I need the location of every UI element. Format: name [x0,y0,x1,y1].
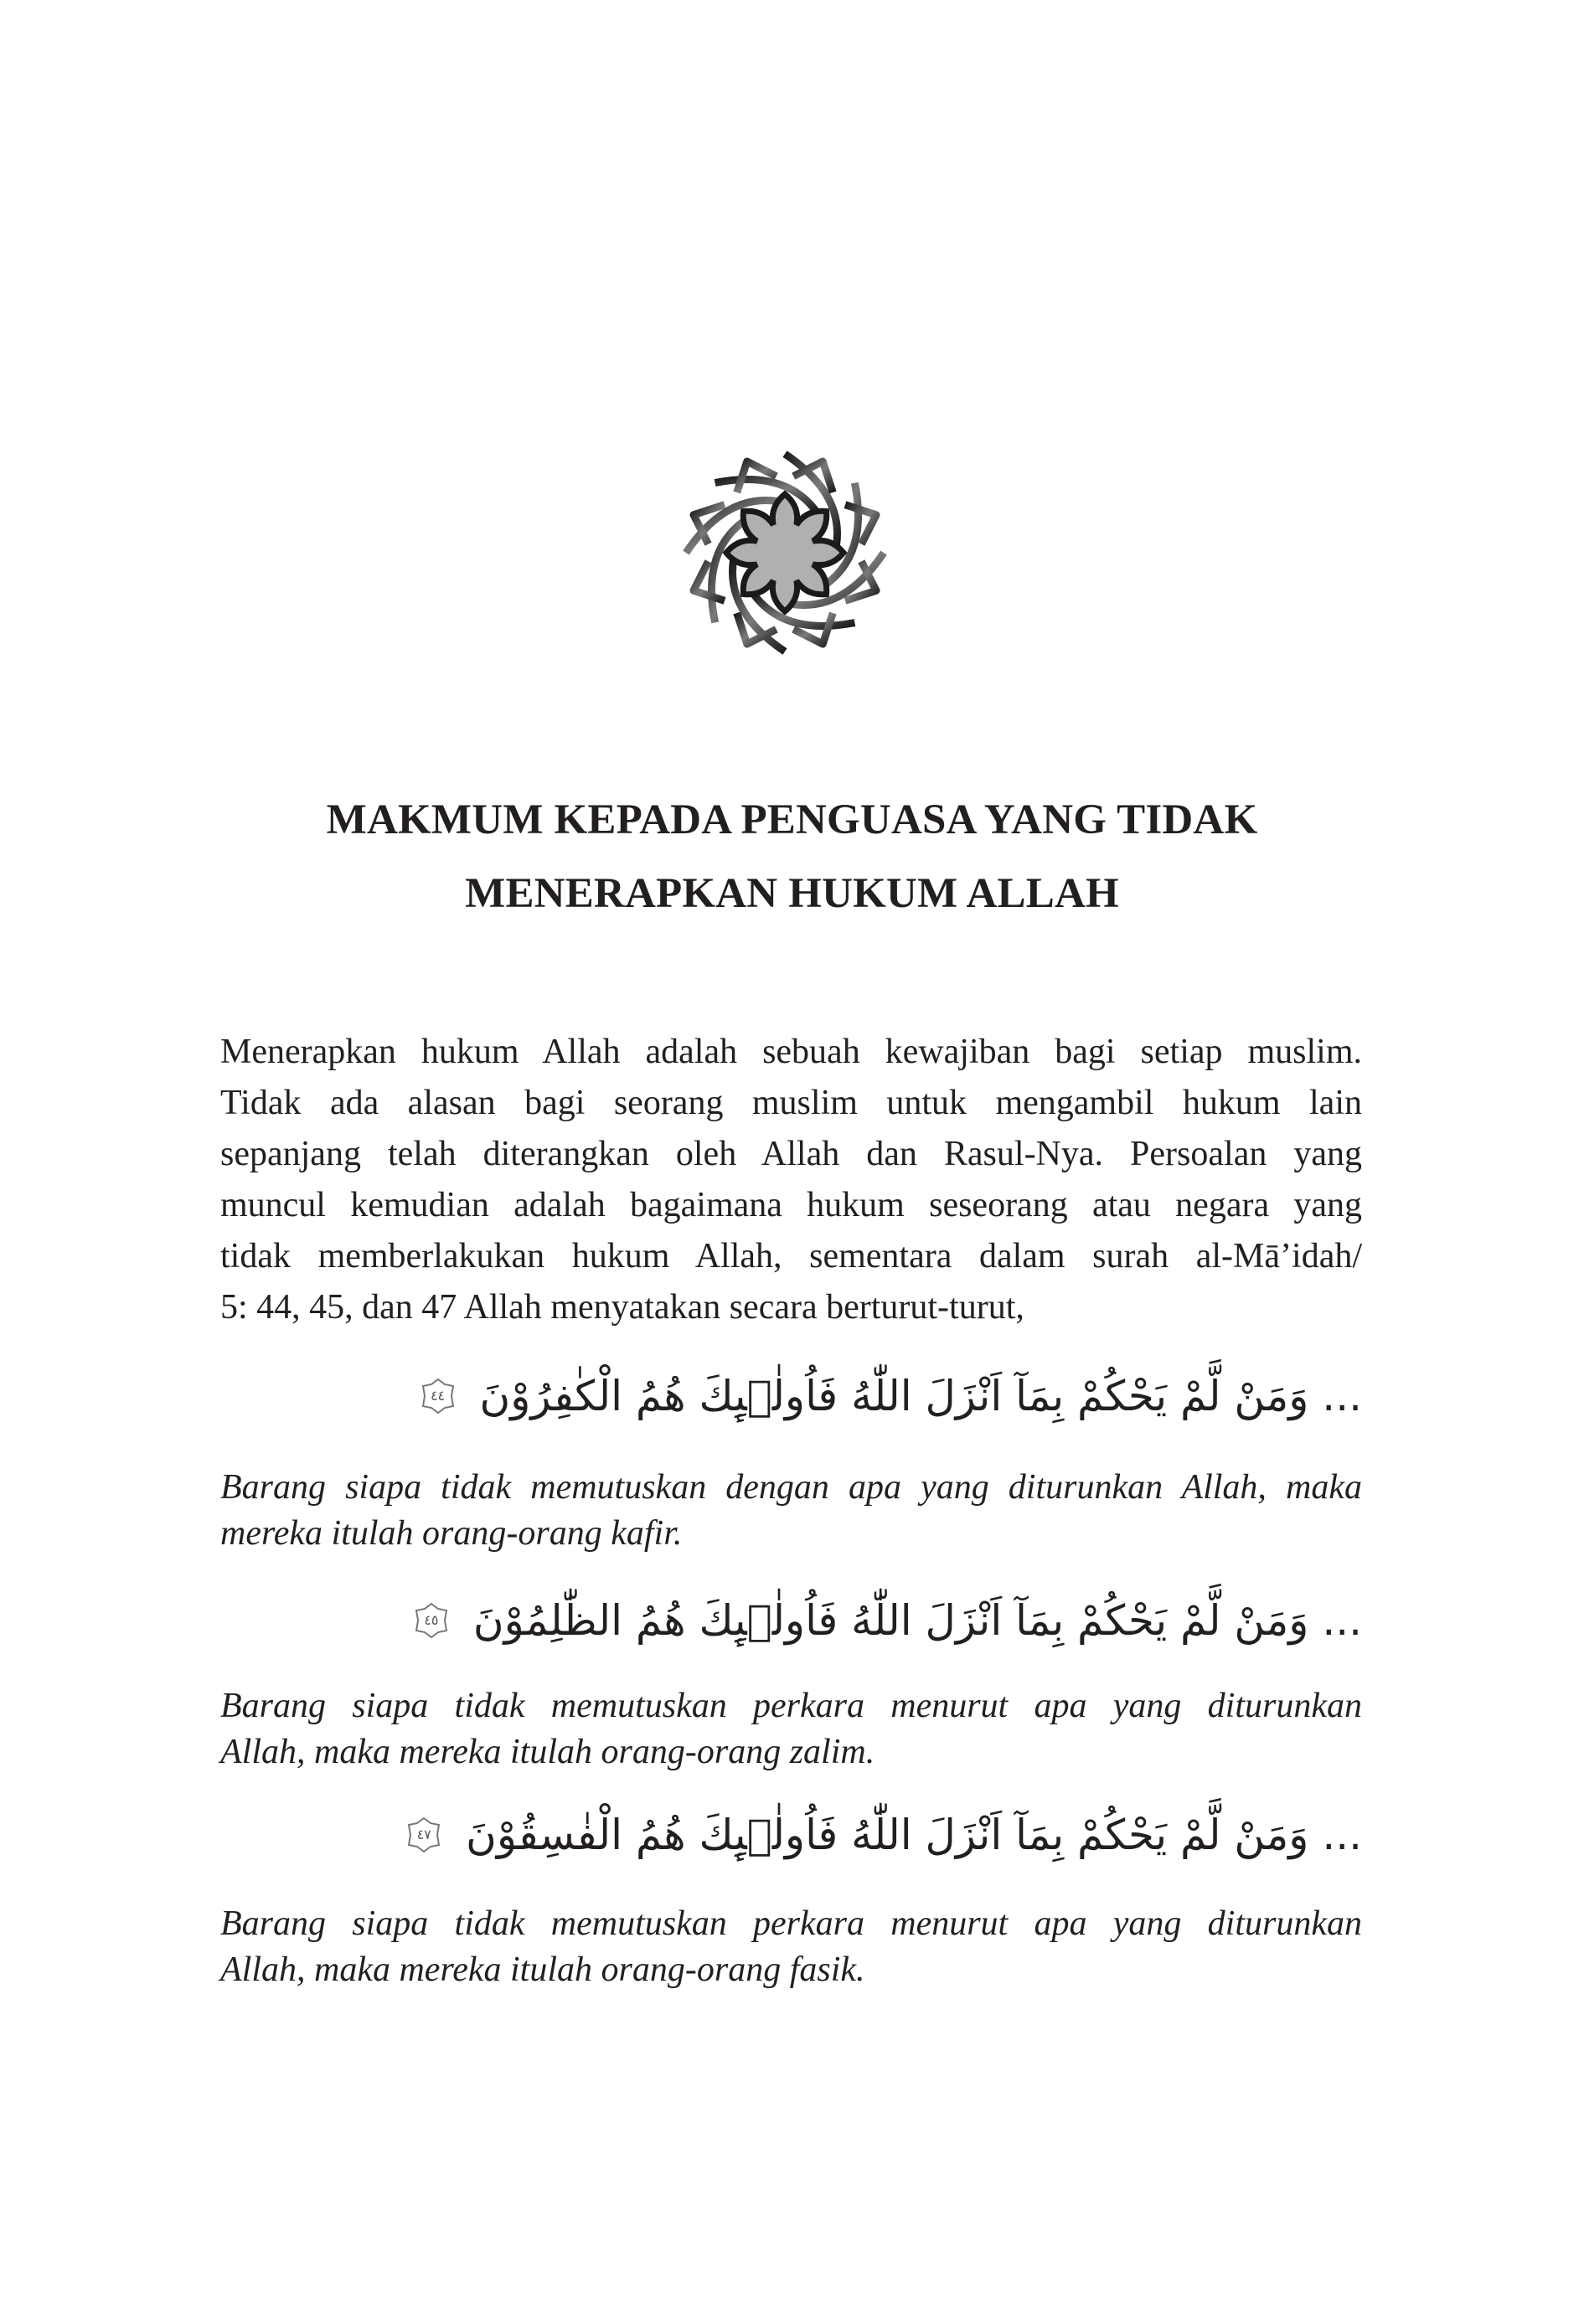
body-paragraph [220,1027,1362,1333]
translation-line: Allah, maka mereka itulah orang-orang fasik. [220,1950,865,1989]
ayah-number-marker [405,1816,442,1853]
paragraph-line: sepanjang telah diterangkan oleh Allah dan Rasul-Nya. Persoalan yang [220,1135,1362,1173]
translation-line: Allah, maka mereka itulah orang-orang zalim. [220,1733,875,1771]
verse-translation-47 [220,1901,1362,1993]
ayah-number-marker [420,1378,457,1414]
translation-line: Barang siapa tidak memutuskan dengan apa yang diturunkan Allah, maka [220,1468,1362,1507]
arabic-verse-text: ... وَمَنْ لَّمْ يَحْكُمْ بِمَآ اَنْزَلَ اللّٰهُ فَاُولٰۤىِٕكَ هُمُ الظّٰلِمُوْنَ [472,1596,1362,1645]
verse-translation-45 [220,1683,1362,1775]
translation-line: Barang siapa tidak memutuskan perkara menurut apa yang diturunkan [220,1904,1362,1943]
paragraph-line: muncul kemudian adalah bagaimana hukum seseorang atau negara yang [220,1186,1362,1224]
arabic-verse-text: ... وَمَنْ لَّمْ يَحْكُمْ بِمَآ اَنْزَلَ اللّٰهُ فَاُولٰۤىِٕكَ هُمُ الْفٰسِقُوْنَ [466,1811,1362,1859]
quran-verse-45 [413,1587,1362,1654]
floral-ornament-icon [680,448,890,657]
chapter-title-line-2: MENERAPKAN HUKUM ALLAH [465,870,1119,917]
ayah-number: ٤٤ [430,1388,446,1404]
ayah-number: ٤٥ [424,1612,439,1628]
paragraph-line: Tidak ada alasan bagi seorang muslim untuk mengambil hukum lain [220,1084,1362,1122]
verse-translation-44 [220,1465,1362,1557]
quran-verse-47 [405,1801,1362,1868]
arabic-verse-text: ... وَمَنْ لَّمْ يَحْكُمْ بِمَآ اَنْزَلَ اللّٰهُ فَاُولٰۤىِٕكَ هُمُ الْكٰفِرُوْنَ [479,1372,1362,1420]
translation-line: Barang siapa tidak memutuskan perkara menurut apa yang diturunkan [220,1687,1362,1725]
paragraph-line: tidak memberlakukan hukum Allah, sementara dalam surah al-Mā’idah/ [220,1237,1362,1275]
eight-petal-star-icon [680,448,890,657]
ornament-flower [726,494,844,611]
paragraph-line: Menerapkan hukum Allah adalah sebuah kewajiban bagi setiap muslim. [220,1033,1362,1071]
quran-verse-44 [420,1363,1362,1430]
ayah-number: ٤٧ [416,1827,431,1842]
chapter-title-line-1: MAKMUM KEPADA PENGUASA YANG TIDAK [326,796,1258,843]
ayah-number-marker [413,1602,450,1639]
chapter-title [0,783,1584,930]
translation-line: mereka itulah orang-orang kafir. [220,1514,683,1553]
paragraph-line: 5: 44, 45, dan 47 Allah menyatakan secara berturut-turut, [220,1288,1024,1327]
